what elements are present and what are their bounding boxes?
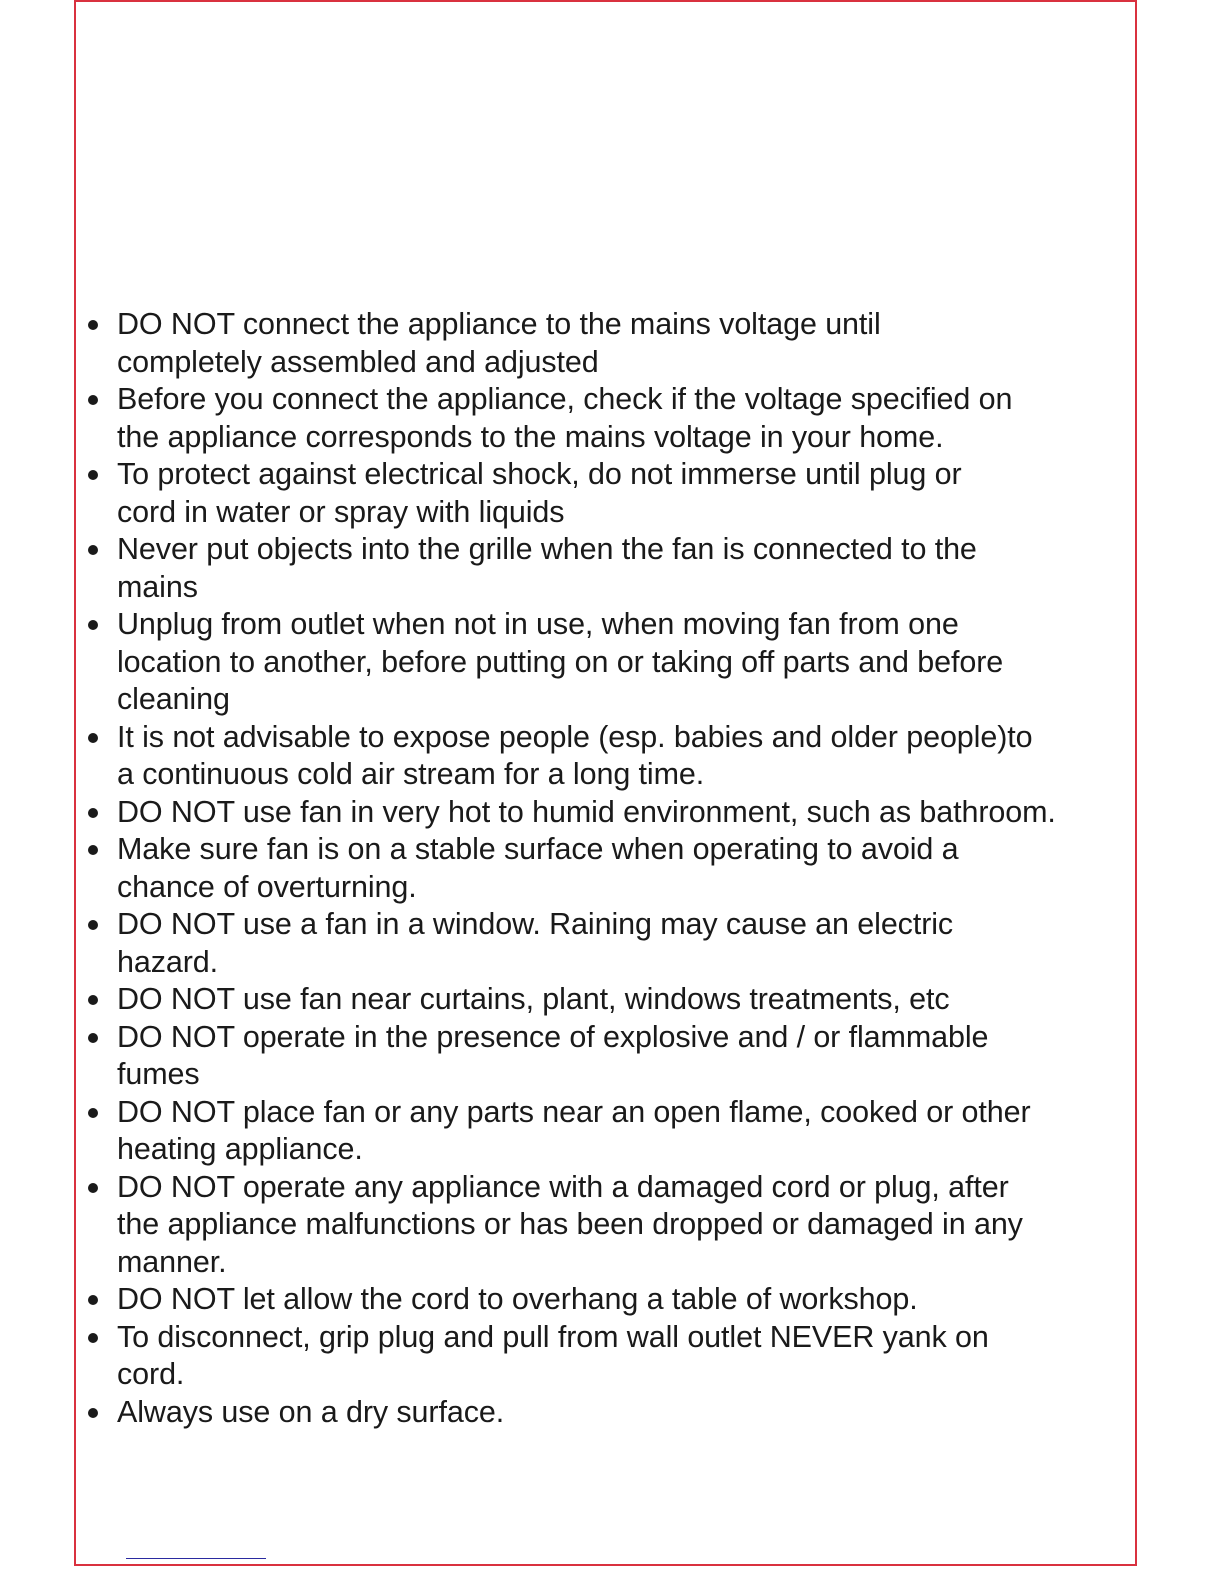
warning-text: It is not advisable to expose people (esp. babies and older people)to a continuous cold air stream for a long time. bbox=[117, 719, 1033, 791]
bullet-icon bbox=[88, 545, 98, 555]
warning-item bbox=[82, 1019, 1134, 1094]
bullet-icon bbox=[88, 620, 98, 630]
warning-text: Make sure fan is on a stable surface when operating to avoid a chance of overturning. bbox=[117, 832, 959, 904]
warning-text: DO NOT let allow the cord to overhang a table of workshop. bbox=[117, 1282, 918, 1316]
footer-divider bbox=[126, 1558, 266, 1559]
warning-item bbox=[82, 1281, 1134, 1319]
warning-text: DO NOT use fan near curtains, plant, windows treatments, etc bbox=[117, 982, 950, 1016]
bullet-icon bbox=[88, 995, 98, 1005]
warning-item bbox=[82, 906, 1134, 981]
bullet-icon bbox=[88, 920, 98, 930]
warning-item bbox=[82, 456, 1134, 531]
bullet-icon bbox=[88, 395, 98, 405]
warning-text: Before you connect the appliance, check if the voltage specified on the appliance corresponds to the mains voltage in your home. bbox=[117, 382, 1013, 454]
bullet-icon bbox=[88, 1295, 98, 1305]
bullet-icon bbox=[88, 733, 98, 743]
warning-item bbox=[82, 306, 1134, 381]
warning-item bbox=[82, 1394, 1134, 1432]
warning-item bbox=[82, 531, 1134, 606]
bullet-icon bbox=[88, 1408, 98, 1418]
warning-text: Unplug from outlet when not in use, when moving fan from one location to another, before putting on or taking off parts and before cleaning bbox=[117, 607, 1004, 716]
warning-text: DO NOT use a fan in a window. Raining may cause an electric hazard. bbox=[117, 907, 954, 979]
warning-text: DO NOT operate in the presence of explosive and / or flammable fumes bbox=[117, 1019, 989, 1091]
warning-text: DO NOT place fan or any parts near an open flame, cooked or other heating appliance. bbox=[117, 1094, 1031, 1166]
bullet-icon bbox=[88, 320, 98, 330]
safety-warnings-list bbox=[82, 306, 1134, 1431]
warning-text: Never put objects into the grille when the fan is connected to the mains bbox=[117, 532, 977, 604]
warning-item bbox=[82, 381, 1134, 456]
bullet-icon bbox=[88, 845, 98, 855]
bullet-icon bbox=[88, 1033, 98, 1043]
warning-text: Always use on a dry surface. bbox=[117, 1394, 505, 1429]
bullet-icon bbox=[88, 470, 98, 480]
warning-item bbox=[82, 606, 1134, 719]
bullet-icon bbox=[88, 1108, 98, 1118]
bullet-icon bbox=[88, 1333, 98, 1343]
warning-text: DO NOT use fan in very hot to humid environment, such as bathroom. bbox=[117, 794, 1056, 829]
warning-item bbox=[82, 719, 1134, 794]
warning-item bbox=[82, 794, 1134, 832]
bullet-icon bbox=[88, 1183, 98, 1193]
warning-item bbox=[82, 831, 1134, 906]
bullet-icon bbox=[88, 808, 98, 818]
warning-item bbox=[82, 1094, 1134, 1169]
warning-item bbox=[82, 981, 1134, 1019]
warning-item bbox=[82, 1319, 1134, 1394]
warning-text: DO NOT connect the appliance to the mains voltage until completely assembled and adjusted bbox=[117, 307, 881, 379]
warning-text: DO NOT operate any appliance with a damaged cord or plug, after the appliance malfunctions or has been dropped or damaged in any manner. bbox=[117, 1169, 1023, 1279]
warning-item bbox=[82, 1169, 1134, 1282]
warning-text: To disconnect, grip plug and pull from wall outlet NEVER yank on cord. bbox=[117, 1319, 989, 1391]
warning-text: To protect against electrical shock, do not immerse until plug or cord in water or spray with liquids bbox=[117, 457, 962, 529]
